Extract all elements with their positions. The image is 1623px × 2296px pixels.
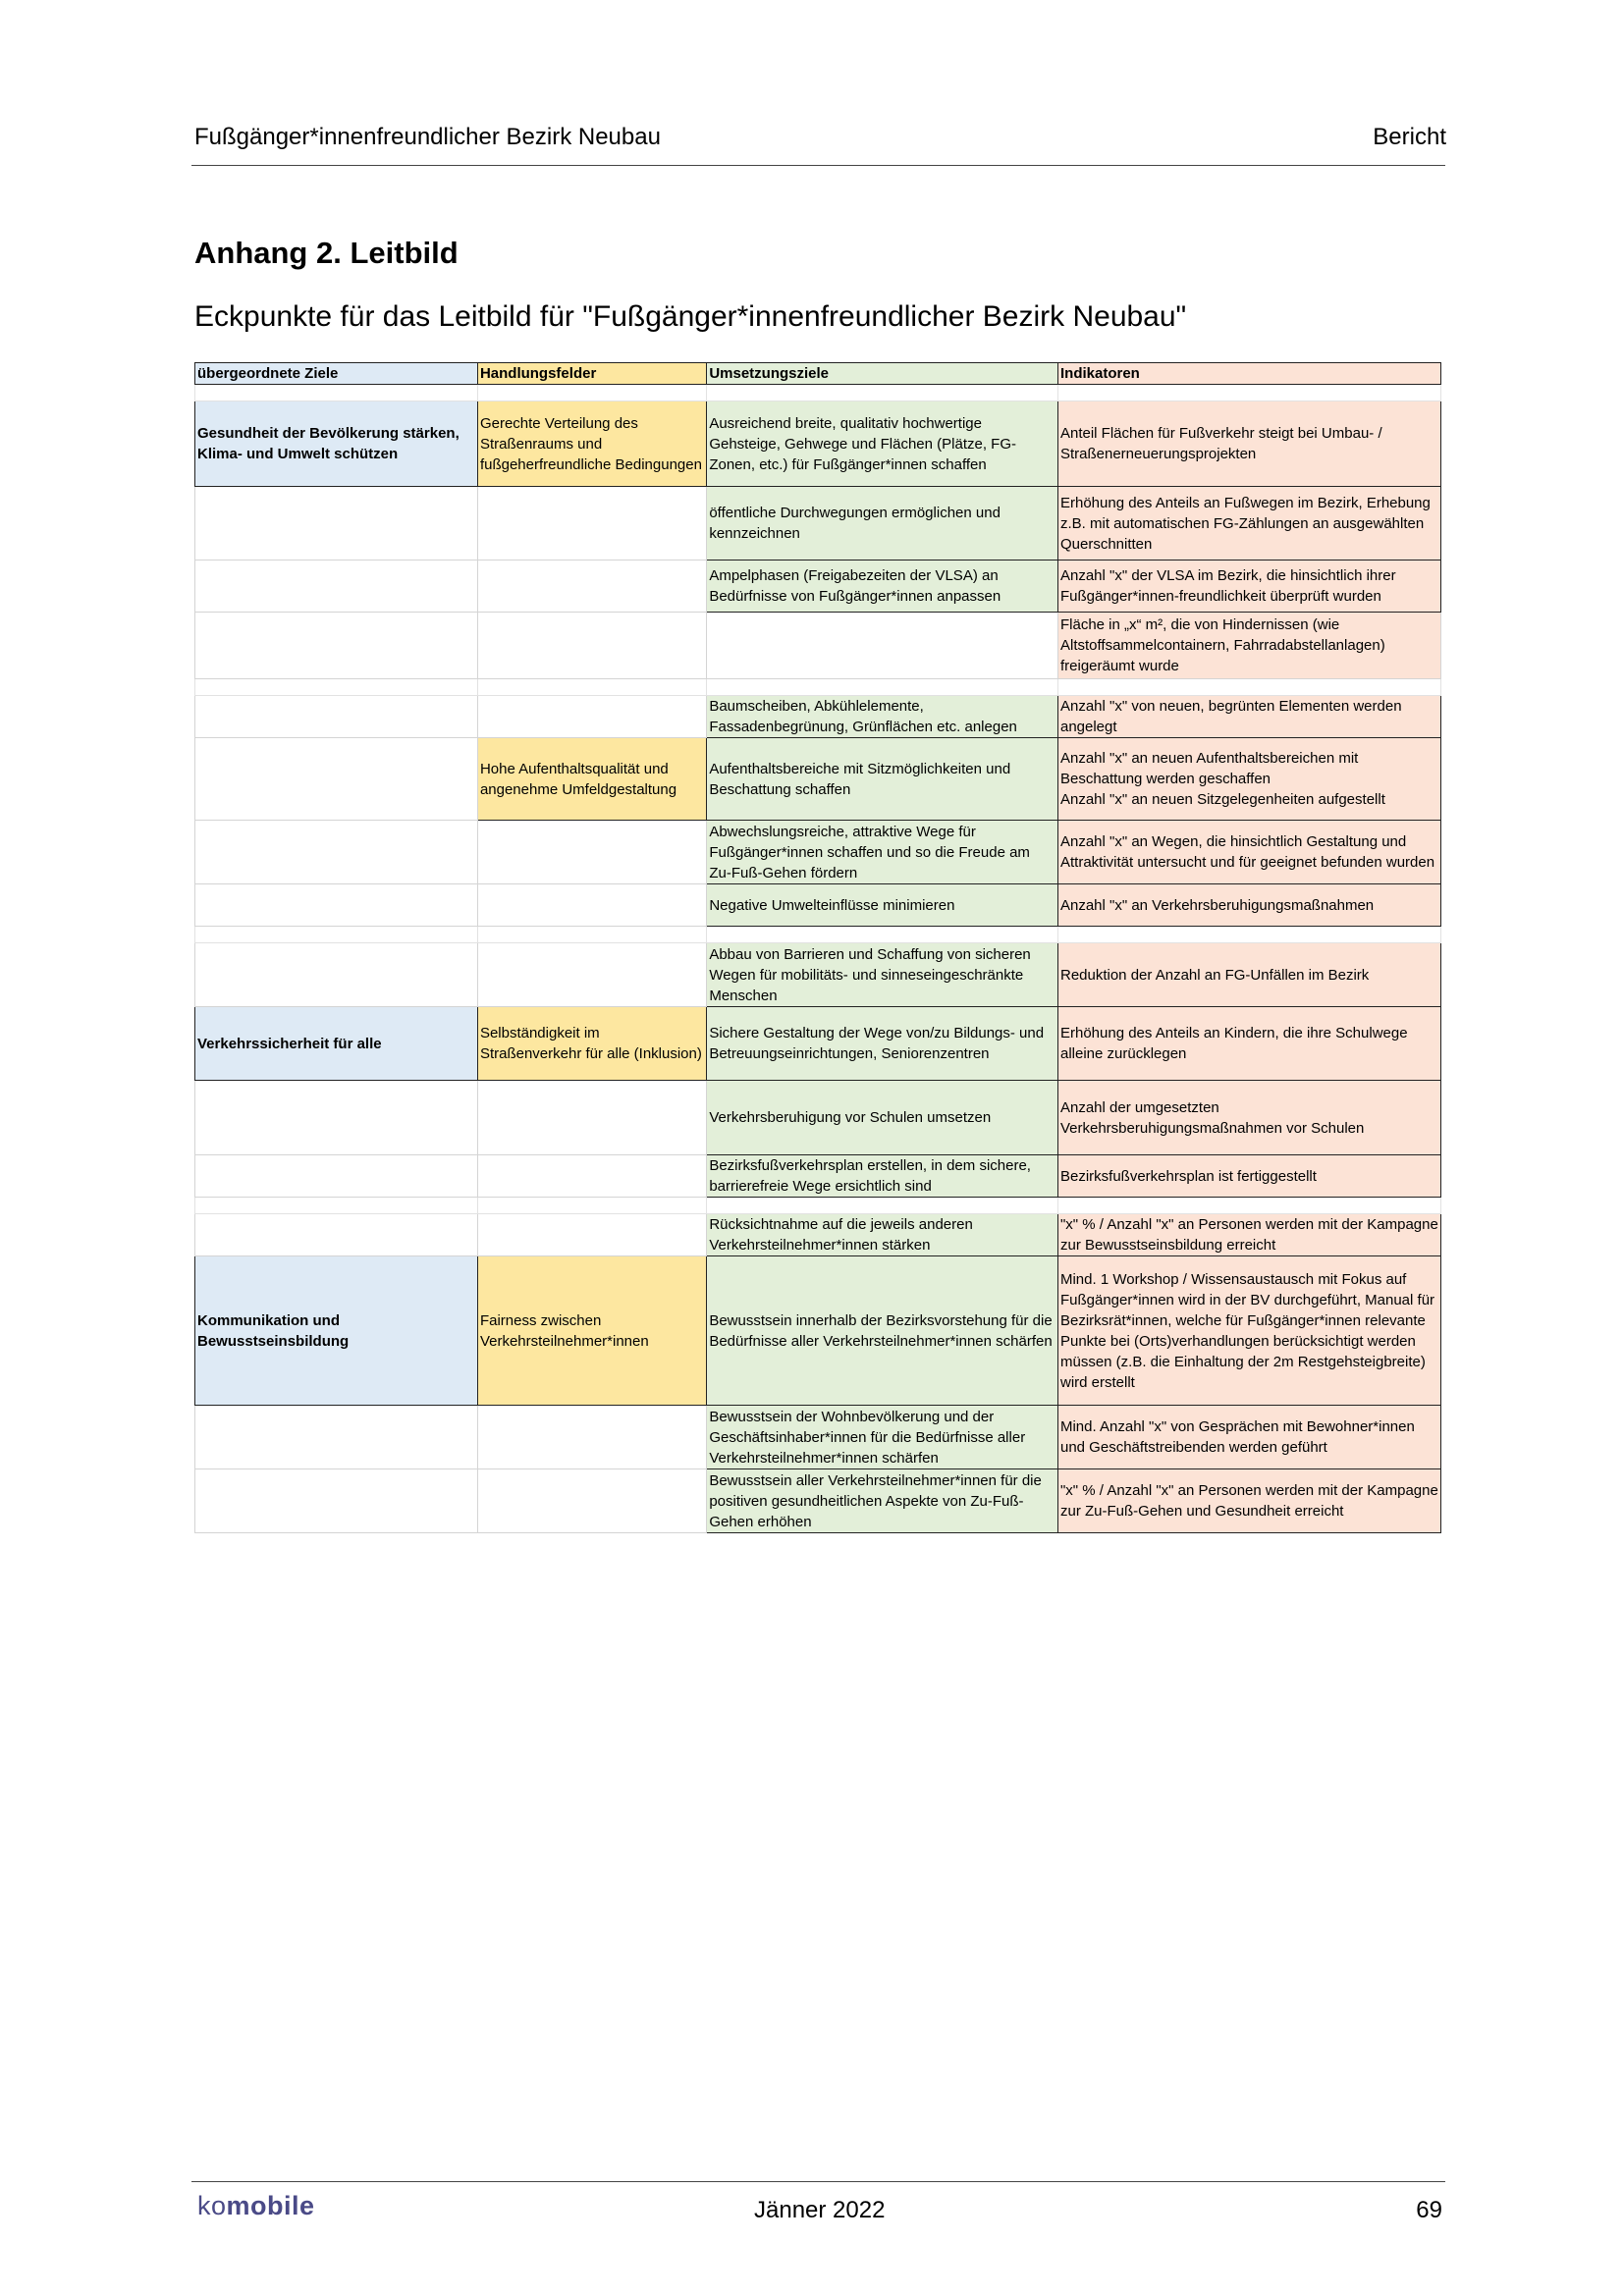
table-row (195, 943, 1441, 1007)
indicator-cell: Anzahl "x" an Wegen, die hinsichtlich Gestaltung und Attraktivität untersucht und für geeignet befunden wurden (1057, 821, 1440, 884)
target-cell: Aufenthaltsbereiche mit Sitzmöglichkeiten und Beschattung schaffen (707, 738, 1058, 821)
field-cell: Hohe Aufenthaltsqualität und angenehme Umfeldgestaltung (477, 738, 706, 821)
table-row (195, 821, 1441, 884)
table-row (195, 1256, 1441, 1406)
logo-part-ko: ko (197, 2191, 227, 2220)
leitbild-table (194, 362, 1441, 1533)
table-row (195, 1469, 1441, 1533)
table-row (195, 1214, 1441, 1256)
spacer-row (195, 679, 1441, 696)
target-cell: Ausreichend breite, qualitativ hochwertige Gehsteige, Gehwege und Flächen (Plätze, FG-Zonen, etc.) für Fußgänger*innen schaffen (707, 401, 1058, 487)
indicator-cell: Anzahl "x" an neuen Aufenthaltsbereichen mit Beschattung werden geschaffen Anzahl "x" an neuen Sitzgelegenheiten aufgestellt (1057, 738, 1440, 821)
spacer-row (195, 1198, 1441, 1214)
logo-part-mobile: mobile (226, 2191, 315, 2220)
target-cell: Bewusstsein innerhalb der Bezirksvorstehung für die Bedürfnisse aller Verkehrsteilnehmer*innen schärfen (707, 1256, 1058, 1406)
table-row (195, 696, 1441, 738)
target-cell: Sichere Gestaltung der Wege von/zu Bildungs- und Betreuungseinrichtungen, Seniorenzentren (707, 1007, 1058, 1081)
indicator-cell: "x" % / Anzahl "x" an Personen werden mit der Kampagne zur Bewusstseinsbildung erreicht (1057, 1214, 1440, 1256)
goal-cell: Gesundheit der Bevölkerung stärken, Klima- und Umwelt schützen (195, 401, 478, 487)
page-subheading: Eckpunkte für das Leitbild für "Fußgänger*innenfreundlicher Bezirk Neubau" (194, 300, 1187, 333)
indicator-cell: Anzahl "x" an Verkehrsberuhigungsmaßnahmen (1057, 884, 1440, 927)
field-cell: Fairness zwischen Verkehrsteilnehmer*innen (477, 1256, 706, 1406)
goal-cell: Kommunikation und Bewusstseinsbildung (195, 1256, 478, 1406)
column-header: Handlungsfelder (477, 363, 706, 385)
table-header-row (195, 363, 1441, 385)
indicator-cell: Erhöhung des Anteils an Kindern, die ihre Schulwege alleine zurücklegen (1057, 1007, 1440, 1081)
target-cell: Bewusstsein aller Verkehrsteilnehmer*innen für die positiven gesundheitlichen Aspekte von Zu-Fuß-Gehen erhöhen (707, 1469, 1058, 1533)
spacer-row (195, 385, 1441, 401)
indicator-cell: Mind. 1 Workshop / Wissensaustausch mit Fokus auf Fußgänger*innen wird in der BV durchgeführt, Manual für Bezirksrät*innen, welche für Fußgänger*innen relevante Punkte bei (Orts)verhandlungen berücksichtigt werden müssen (z.B. die Einhaltung der 2m Restgehsteigbreite) wird erstellt (1057, 1256, 1440, 1406)
komobile-logo (197, 2191, 315, 2221)
target-cell: Abbau von Barrieren und Schaffung von sicheren Wegen für mobilitäts- und sinneseingeschränkte Menschen (707, 943, 1058, 1007)
table-row (195, 1007, 1441, 1081)
table-row (195, 487, 1441, 561)
indicator-cell: "x" % / Anzahl "x" an Personen werden mit der Kampagne zur Zu-Fuß-Gehen und Gesundheit erreicht (1057, 1469, 1440, 1533)
indicator-cell: Anteil Flächen für Fußverkehr steigt bei Umbau- / Straßenerneuerungsprojekten (1057, 401, 1440, 487)
table-row (195, 1406, 1441, 1469)
header-section: Bericht (1373, 124, 1446, 150)
column-header: Umsetzungsziele (707, 363, 1058, 385)
table-row (195, 401, 1441, 487)
indicator-cell: Bezirksfußverkehrsplan ist fertiggestellt (1057, 1155, 1440, 1198)
page-number: 69 (1416, 2197, 1442, 2223)
target-cell: Rücksichtnahme auf die jeweils anderen Verkehrsteilnehmer*innen stärken (707, 1214, 1058, 1256)
indicator-cell: Reduktion der Anzahl an FG-Unfällen im Bezirk (1057, 943, 1440, 1007)
field-cell: Selbständigkeit im Straßenverkehr für alle (Inklusion) (477, 1007, 706, 1081)
target-cell (707, 613, 1058, 679)
spacer-row (195, 927, 1441, 943)
table-row (195, 561, 1441, 613)
footer-rule (191, 2181, 1445, 2182)
page-heading: Anhang 2. Leitbild (194, 236, 459, 270)
indicator-cell: Erhöhung des Anteils an Fußwegen im Bezirk, Erhebung z.B. mit automatischen FG-Zählungen an ausgewählten Querschnitten (1057, 487, 1440, 561)
target-cell: Bezirksfußverkehrsplan erstellen, in dem sichere, barrierefreie Wege ersichtlich sind (707, 1155, 1058, 1198)
header-rule (191, 165, 1445, 166)
indicator-cell: Anzahl "x" der VLSA im Bezirk, die hinsichtlich ihrer Fußgänger*innen-freundlichkeit überprüft wurden (1057, 561, 1440, 613)
column-header: Indikatoren (1057, 363, 1440, 385)
target-cell: öffentliche Durchwegungen ermöglichen und kennzeichnen (707, 487, 1058, 561)
table-row (195, 613, 1441, 679)
target-cell: Bewusstsein der Wohnbevölkerung und der Geschäftsinhaber*innen für die Bedürfnisse aller Verkehrsteilnehmer*innen schärfen (707, 1406, 1058, 1469)
indicator-cell: Fläche in „x“ m², die von Hindernissen (wie Altstoffsammelcontainern, Fahrradabstellanlagen) freigeräumt wurde (1057, 613, 1440, 679)
footer-date: Jänner 2022 (754, 2197, 886, 2223)
goal-cell: Verkehrssicherheit für alle (195, 1007, 478, 1081)
indicator-cell: Anzahl "x" von neuen, begrünten Elementen werden angelegt (1057, 696, 1440, 738)
table-row (195, 1155, 1441, 1198)
target-cell: Ampelphasen (Freigabezeiten der VLSA) an Bedürfnisse von Fußgänger*innen anpassen (707, 561, 1058, 613)
indicator-cell: Anzahl der umgesetzten Verkehrsberuhigungsmaßnahmen vor Schulen (1057, 1081, 1440, 1155)
table-row (195, 1081, 1441, 1155)
column-header: übergeordnete Ziele (195, 363, 478, 385)
indicator-cell: Mind. Anzahl "x" von Gesprächen mit Bewohner*innen und Geschäftstreibenden werden geführt (1057, 1406, 1440, 1469)
table-row (195, 884, 1441, 927)
target-cell: Baumscheiben, Abkühlelemente, Fassadenbegrünung, Grünflächen etc. anlegen (707, 696, 1058, 738)
target-cell: Negative Umwelteinflüsse minimieren (707, 884, 1058, 927)
table-row (195, 738, 1441, 821)
header-title: Fußgänger*innenfreundlicher Bezirk Neubau (194, 124, 661, 150)
field-cell: Gerechte Verteilung des Straßenraums und fußgeherfreundliche Bedingungen (477, 401, 706, 487)
target-cell: Abwechslungsreiche, attraktive Wege für Fußgänger*innen schaffen und so die Freude am Zu-Fuß-Gehen fördern (707, 821, 1058, 884)
target-cell: Verkehrsberuhigung vor Schulen umsetzen (707, 1081, 1058, 1155)
